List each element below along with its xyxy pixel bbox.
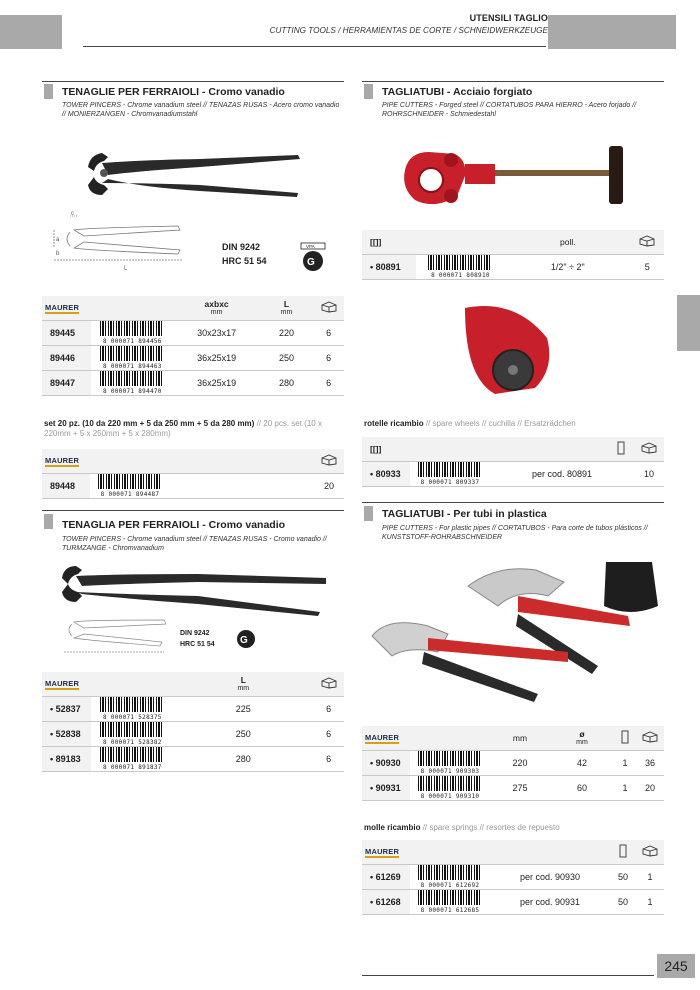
section-title: TAGLIATUBI - Per tubi in plastica bbox=[382, 508, 547, 520]
table-row bbox=[362, 889, 664, 914]
size-value: 36x25x19 bbox=[173, 370, 259, 395]
pack-value: 10 bbox=[634, 461, 664, 486]
barcode-number: 8 000071 894487 bbox=[100, 490, 160, 498]
table-row bbox=[362, 864, 664, 889]
box-icon bbox=[642, 731, 658, 743]
tower-pincers-image bbox=[80, 145, 305, 205]
barcode bbox=[100, 321, 164, 336]
barcode bbox=[100, 346, 164, 361]
size-value: 30x23x17 bbox=[173, 320, 259, 345]
pincer-schematic bbox=[60, 612, 170, 658]
header-rule bbox=[83, 46, 546, 47]
maurer-logo: MAURER bbox=[45, 455, 80, 465]
section-description: TOWER PINCERS - Chrome vanadium steel // TENAZAS RUSAS - Acero cromo vanadio // MONIERZANGEN - Chromvanadiumstahl bbox=[62, 102, 340, 118]
pack-value: 1 bbox=[636, 889, 664, 914]
for-code-value: per cod. 90930 bbox=[490, 864, 610, 889]
section-rule bbox=[362, 502, 664, 503]
col-axbxc-unit: mm bbox=[210, 309, 223, 317]
product-code: • 80933 bbox=[362, 461, 410, 486]
pack-value: 20 bbox=[314, 473, 344, 498]
length-value: 280 bbox=[260, 370, 313, 395]
inner-value: 50 bbox=[610, 864, 636, 889]
col-diameter-unit: mm bbox=[576, 739, 588, 747]
col-pipe: [[]] bbox=[362, 230, 505, 254]
set-note-bold: set 20 pz. (10 da 220 mm + 5 da 250 mm + 5 da 280 mm) bbox=[44, 419, 255, 428]
col-mm: mm bbox=[490, 726, 550, 750]
pincers-schematic bbox=[44, 210, 186, 278]
box-icon bbox=[639, 235, 655, 247]
barcode-number: 8 000071 808910 bbox=[431, 271, 490, 279]
tube-icon bbox=[621, 730, 629, 744]
table-header-row bbox=[362, 230, 664, 254]
table-row bbox=[362, 750, 664, 775]
table-header-row bbox=[362, 840, 664, 864]
spare-springs-note bbox=[364, 823, 662, 833]
spare-springs-gray: // spare springs // resortes de repuesto bbox=[422, 823, 560, 832]
barcode-number: 8 000071 891837 bbox=[103, 763, 162, 771]
length-value: 225 bbox=[173, 696, 313, 721]
product-code: 89446 bbox=[42, 345, 91, 370]
spare-wheels-note bbox=[364, 419, 662, 429]
side-tab bbox=[677, 295, 700, 351]
gs-certification-icon bbox=[300, 242, 326, 272]
section-rule bbox=[42, 510, 344, 511]
tower-pincers-table bbox=[42, 296, 344, 396]
barcode-number: 8 000071 909310 bbox=[420, 792, 480, 800]
tube-icon bbox=[617, 441, 625, 455]
col-poll: poll. bbox=[505, 230, 630, 254]
diameter-value: 42 bbox=[550, 750, 614, 775]
col-length-unit: mm bbox=[280, 309, 293, 317]
hrc-label: HRC 51 54 bbox=[180, 641, 215, 648]
pack-value: 20 bbox=[636, 775, 664, 800]
mm-value: 220 bbox=[490, 750, 550, 775]
gs-certification-icon bbox=[235, 628, 257, 650]
pack-value: 6 bbox=[313, 345, 344, 370]
product-code: • 52838 bbox=[42, 721, 91, 746]
header-block-right bbox=[548, 15, 676, 49]
section-description: TOWER PINCERS - Chrome vanadium steel // TENAZAS RUSAS - Cromo vanadio // TURMZANGE - Chromvanadium bbox=[62, 536, 327, 552]
page-number: 245 bbox=[657, 954, 695, 978]
table-row bbox=[362, 254, 664, 279]
din-label: DIN 9242 bbox=[180, 630, 210, 637]
length-value: 250 bbox=[173, 721, 313, 746]
product-code: 89445 bbox=[42, 320, 91, 345]
product-code: • 89183 bbox=[42, 746, 91, 771]
barcode-number: 8 000071 894470 bbox=[103, 387, 162, 395]
col-length-unit: mm bbox=[237, 685, 250, 693]
table-row bbox=[362, 775, 664, 800]
svg-text:G: G bbox=[240, 635, 248, 646]
svg-text:G: G bbox=[307, 257, 315, 268]
barcode-number: 8 000071 894456 bbox=[103, 337, 162, 345]
hrc-label: HRC 51 54 bbox=[222, 256, 267, 266]
barcode bbox=[418, 776, 482, 791]
barcode bbox=[418, 462, 482, 477]
table-row bbox=[42, 345, 344, 370]
table-row bbox=[42, 370, 344, 395]
din-label: DIN 9242 bbox=[222, 242, 261, 252]
pack-value: 36 bbox=[636, 750, 664, 775]
section-marker bbox=[364, 84, 373, 99]
table-row bbox=[42, 473, 344, 498]
mm-value: 275 bbox=[490, 775, 550, 800]
box-icon bbox=[321, 454, 337, 466]
product-code: 89447 bbox=[42, 370, 91, 395]
product-code: • 90930 bbox=[362, 750, 410, 775]
barcode bbox=[418, 751, 482, 766]
pack-value: 6 bbox=[313, 370, 344, 395]
spare-wheels-gray: // spare wheels // cuchilla // Ersatzrädchen bbox=[425, 419, 576, 428]
barcode-number: 8 000071 809337 bbox=[420, 478, 480, 486]
table-header-row bbox=[42, 296, 344, 320]
dim-c-label: c bbox=[71, 211, 74, 217]
table-row bbox=[42, 721, 344, 746]
header-subtitle: CUTTING TOOLS / HERRAMIENTAS DE CORTE / SCHNEIDWERKZEUGE bbox=[269, 26, 548, 35]
dim-l-label: L bbox=[124, 266, 128, 272]
plastic-pipe-cutter-image bbox=[368, 556, 668, 706]
dim-b-label: b bbox=[56, 251, 60, 257]
table-row bbox=[362, 461, 664, 486]
table-header-row bbox=[362, 726, 664, 750]
section-rule bbox=[362, 81, 664, 82]
spare-wheel-image bbox=[455, 298, 565, 398]
table-row bbox=[42, 696, 344, 721]
barcode bbox=[418, 865, 482, 880]
barcode bbox=[100, 697, 164, 712]
product-code: 89448 bbox=[42, 473, 90, 498]
product-code: • 52837 bbox=[42, 696, 91, 721]
barcode bbox=[418, 890, 482, 905]
tube-icon bbox=[619, 844, 627, 858]
diameter-value: 60 bbox=[550, 775, 614, 800]
length-value: 220 bbox=[260, 320, 313, 345]
length-value: 250 bbox=[260, 345, 313, 370]
barcode-number: 8 000071 612692 bbox=[420, 881, 480, 889]
table-header-row bbox=[362, 437, 664, 461]
maurer-logo: MAURER bbox=[45, 302, 80, 312]
barcode-number: 8 000071 909303 bbox=[420, 767, 480, 775]
section-marker bbox=[364, 506, 373, 521]
section-title: TAGLIATUBI - Acciaio forgiato bbox=[382, 86, 533, 98]
for-code-value: per cod. 90931 bbox=[490, 889, 610, 914]
barcode bbox=[98, 474, 162, 489]
col-length: L bbox=[283, 299, 290, 310]
pack-value: 6 bbox=[313, 721, 344, 746]
section-rule bbox=[42, 81, 344, 82]
product-code: • 61268 bbox=[362, 889, 410, 914]
table-row bbox=[42, 746, 344, 771]
dim-a-label: a bbox=[56, 237, 60, 243]
table-header-row bbox=[42, 449, 344, 473]
product-code: • 61269 bbox=[362, 864, 410, 889]
for-code-value: per cod. 80891 bbox=[490, 461, 634, 486]
barcode-number: 8 000071 894463 bbox=[103, 362, 162, 370]
set-note bbox=[44, 419, 342, 439]
spare-springs-table bbox=[362, 840, 664, 915]
tower-pincer-table bbox=[42, 672, 344, 772]
size-value: 36x25x19 bbox=[173, 345, 259, 370]
spare-springs-bold: molle ricambio bbox=[364, 823, 421, 832]
box-icon bbox=[321, 677, 337, 689]
barcode bbox=[100, 371, 164, 386]
svg-text:VPA: VPA bbox=[306, 244, 315, 249]
table-header-row bbox=[42, 672, 344, 696]
inner-value: 1 bbox=[614, 775, 636, 800]
pack-value: 6 bbox=[313, 320, 344, 345]
section-description: PIPE CUTTERS - Forged steel // CORTATUBOS PARA HIERRO - Acero forjado // ROHRSCHNEIDER - Schmiedestahl bbox=[382, 102, 637, 118]
set-note-gray: // 20 pcs. set (10 x 220mm + 5 x 250mm + 5 x 280mm) bbox=[44, 419, 322, 438]
box-icon bbox=[642, 845, 658, 857]
pack-value: 5 bbox=[630, 254, 664, 279]
pack-value: 6 bbox=[313, 746, 344, 771]
header-title: UTENSILI TAGLIO bbox=[469, 13, 548, 23]
length-value: 280 bbox=[173, 746, 313, 771]
size-value: 1/2" ÷ 2" bbox=[505, 254, 630, 279]
tower-pincer-image bbox=[58, 562, 330, 616]
barcode-number: 8 000071 528375 bbox=[103, 713, 162, 721]
box-icon bbox=[641, 442, 657, 454]
table-row bbox=[42, 320, 344, 345]
pipe-cutter-image bbox=[395, 140, 640, 215]
spare-wheels-table bbox=[362, 437, 664, 487]
barcode bbox=[100, 722, 164, 737]
barcode bbox=[100, 747, 164, 762]
maurer-logo: MAURER bbox=[365, 846, 400, 856]
product-code: • 90931 bbox=[362, 775, 410, 800]
pipe-cutter-table bbox=[362, 230, 664, 280]
maurer-logo: MAURER bbox=[45, 678, 80, 688]
plastic-pipe-cutter-table bbox=[362, 726, 664, 801]
section-title: TENAGLIE PER FERRAIOLI - Cromo vanadio bbox=[62, 86, 285, 98]
inner-value: 1 bbox=[614, 750, 636, 775]
col-length: L bbox=[240, 675, 246, 686]
col-axbxc: axbxc bbox=[204, 299, 229, 310]
barcode-number: 8 000071 612685 bbox=[420, 906, 480, 914]
barcode bbox=[428, 255, 492, 270]
section-marker bbox=[44, 514, 53, 529]
footer-rule bbox=[362, 975, 654, 976]
box-icon bbox=[321, 301, 337, 313]
set-table bbox=[42, 449, 344, 499]
header-block-left bbox=[0, 15, 62, 49]
section-description: PIPE CUTTERS - For plastic pipes // CORTATUBOS - Para corte de tubos plásticos // KUNSTSTOFF-ROHRABSCHNEIDER bbox=[382, 525, 648, 541]
col-pipe: [[]] bbox=[362, 437, 608, 461]
inner-value: 50 bbox=[610, 889, 636, 914]
section-marker bbox=[44, 84, 53, 99]
maurer-logo: MAURER bbox=[365, 732, 400, 742]
pack-value: 6 bbox=[313, 696, 344, 721]
spare-wheels-bold: rotelle ricambio bbox=[364, 419, 424, 428]
section-title: TENAGLIA PER FERRAIOLI - Cromo vanadio bbox=[62, 519, 286, 531]
pack-value: 1 bbox=[636, 864, 664, 889]
col-diameter: ø bbox=[579, 729, 585, 740]
product-code: • 80891 bbox=[362, 254, 416, 279]
barcode-number: 8 000071 528382 bbox=[103, 738, 162, 746]
